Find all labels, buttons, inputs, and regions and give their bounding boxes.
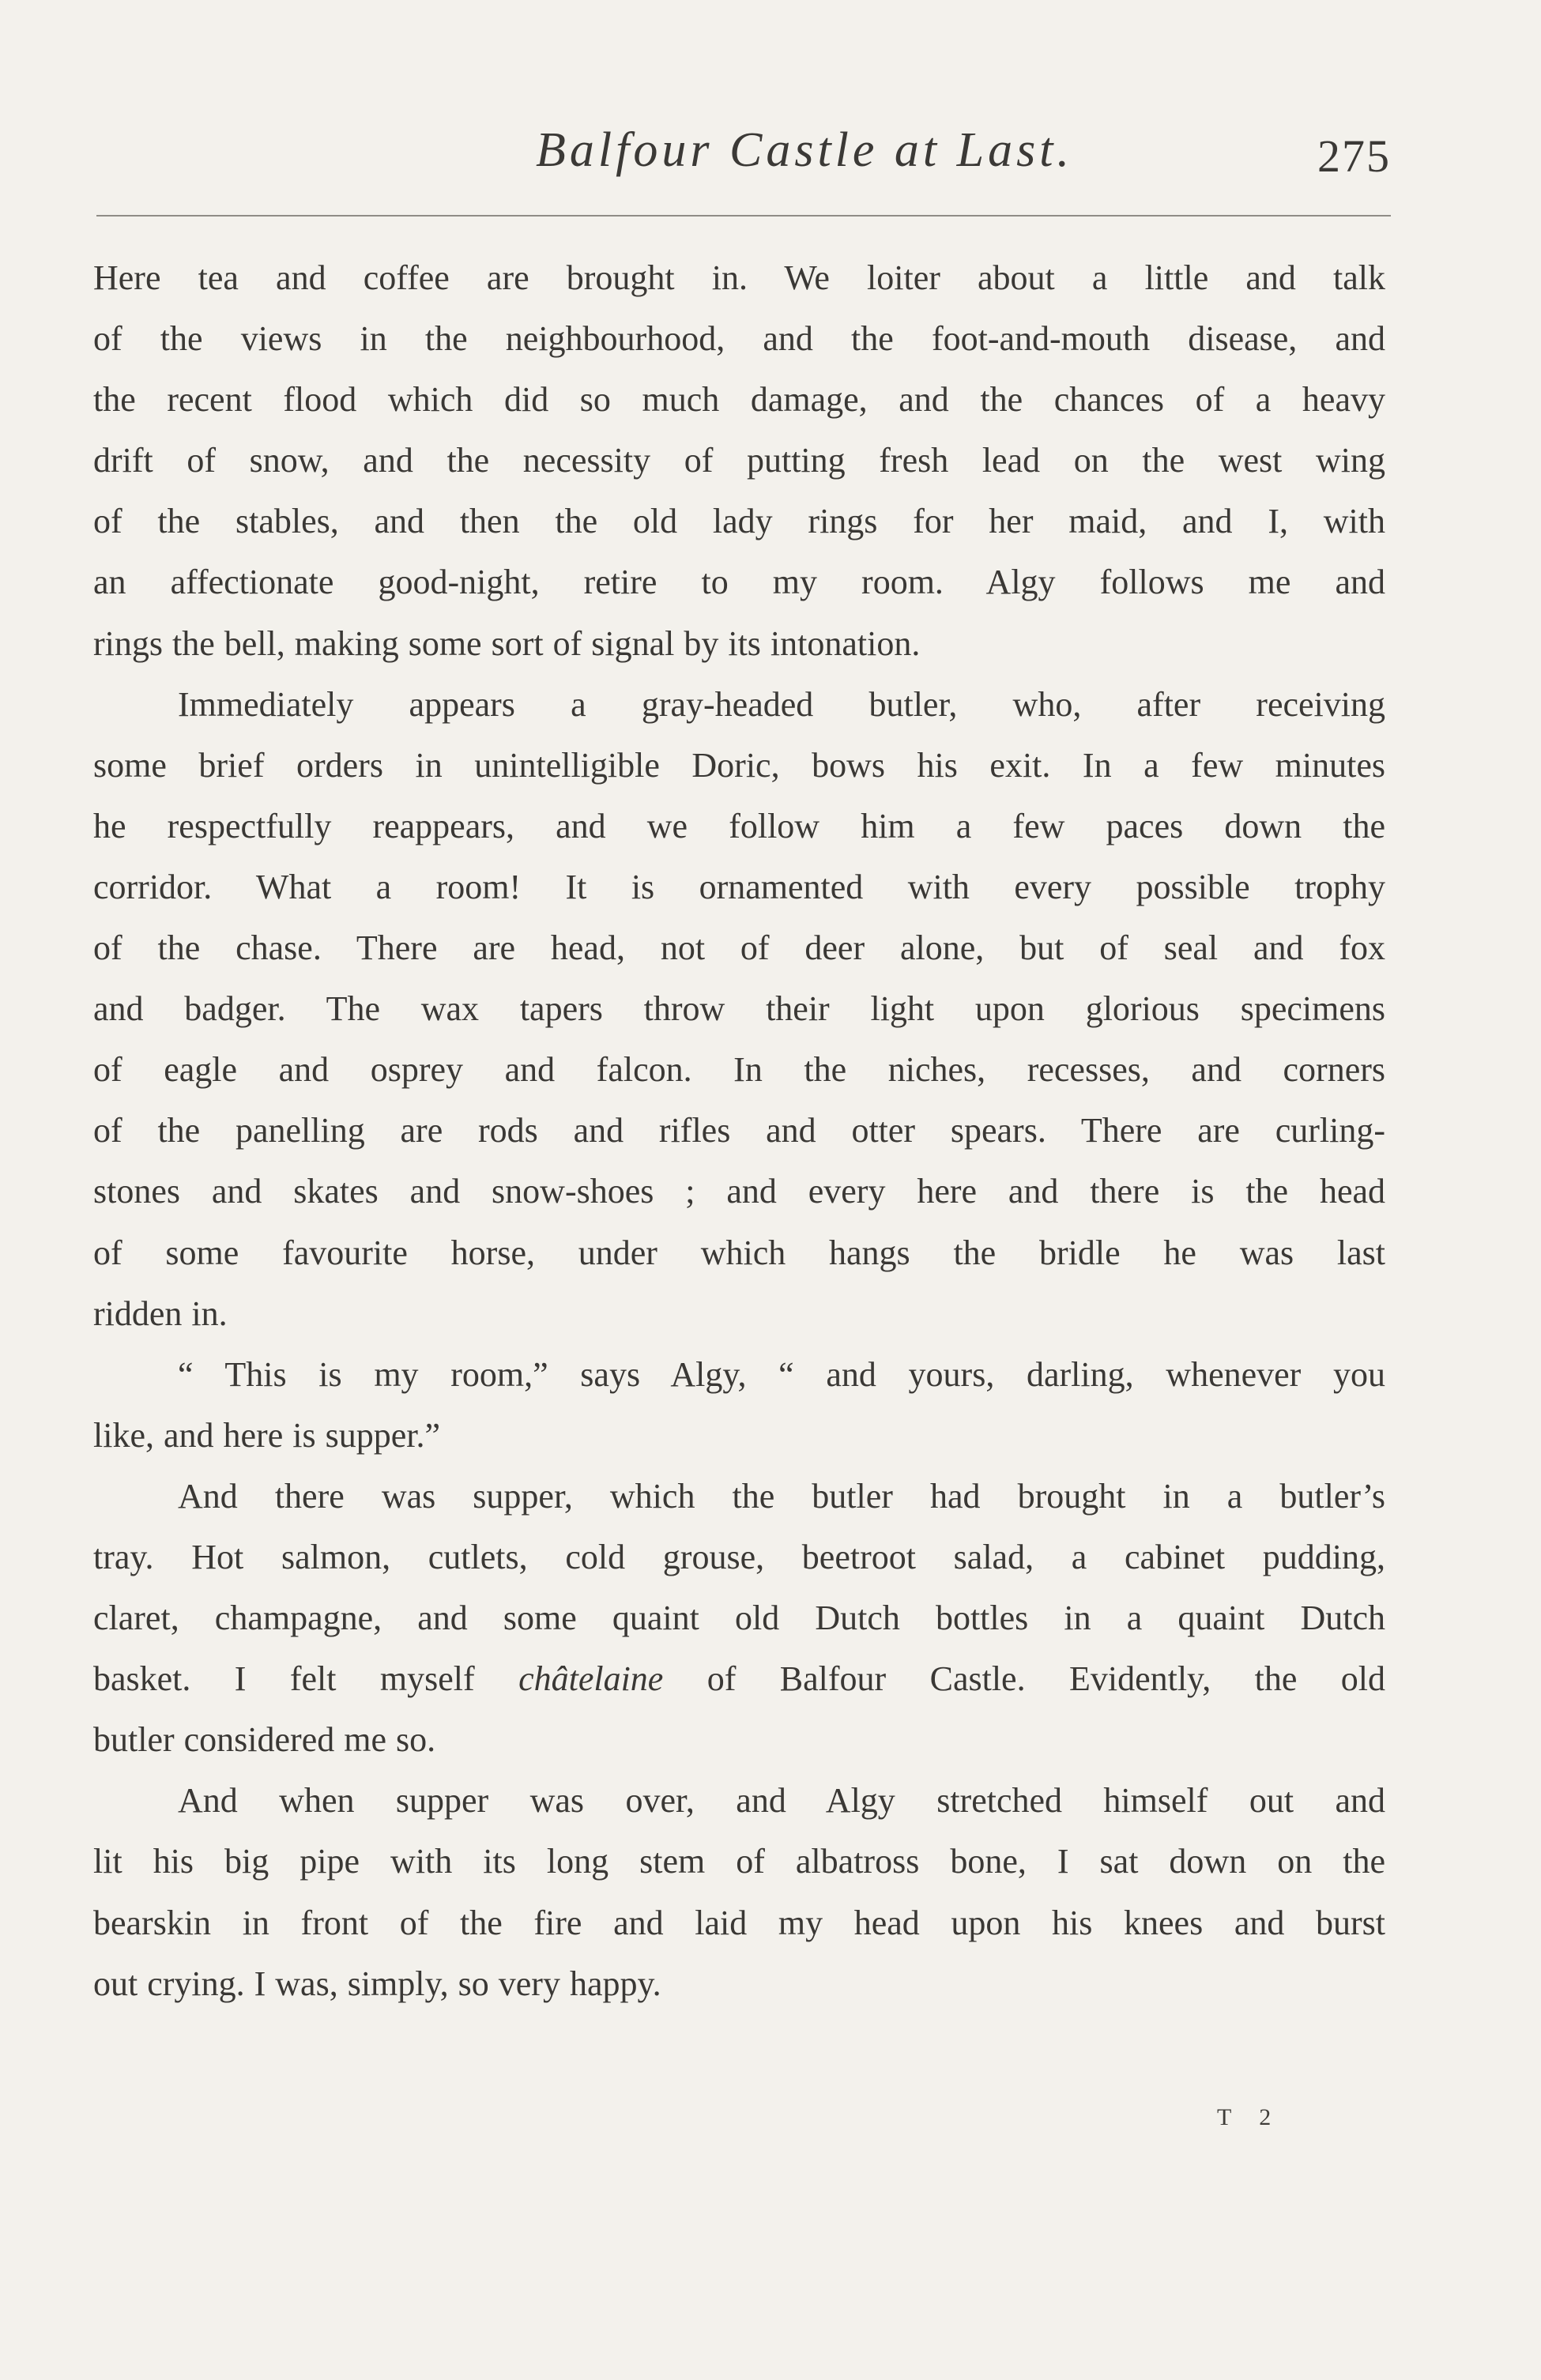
running-head	[93, 119, 1391, 198]
running-title: Balfour Castle at Last.	[536, 123, 1073, 177]
body-text	[93, 247, 1385, 2014]
header-rule	[96, 215, 1391, 217]
text-line: lit his big pipe with its long stem of albatross bone, I sat down on the	[93, 1842, 1385, 1881]
text-line: And when supper was over, and Algy stretched himself out and	[178, 1781, 1385, 1821]
text-line: he respectfully reappears, and we follow him a few paces down the	[93, 806, 1385, 845]
text-line: “ This is my room,” says Algy, “ and yours, darling, whenever you	[178, 1354, 1385, 1394]
text-line: butler considered me so.	[93, 1720, 436, 1760]
text-line: bearskin in front of the fire and laid my head upon his knees and burst	[93, 1903, 1385, 1942]
italic-word: châtelaine	[518, 1659, 664, 1699]
text-segment: of Balfour Castle. Evidently, the old	[706, 1659, 1385, 1699]
text-line: of some favourite horse, under which hangs the bridle he was last	[93, 1233, 1385, 1272]
page-number: 275	[1317, 130, 1391, 182]
text-line: of the stables, and then the old lady rings for her maid, and I, with	[93, 502, 1385, 541]
text-line: drift of snow, and the necessity of putting fresh lead on the west wing	[93, 441, 1385, 480]
signature-mark: T 2	[1217, 2104, 1283, 2130]
text-line-mixed	[93, 1648, 1385, 1709]
text-line: ridden in.	[93, 1294, 228, 1333]
text-line: of the panelling are rods and rifles and otter spears. There are curling-	[93, 1111, 1385, 1150]
text-line: like, and here is supper.”	[93, 1415, 440, 1455]
text-line: claret, champagne, and some quaint old Dutch bottles in a quaint Dutch	[93, 1599, 1385, 1638]
text-line: the recent flood which did so much damage, and the chances of a heavy	[93, 380, 1385, 420]
text-line: of the chase. There are head, not of deer alone, but of seal and fox	[93, 928, 1385, 968]
text-line: of eagle and osprey and falcon. In the niches, recesses, and corners	[93, 1050, 1385, 1090]
text-line: out crying. I was, simply, so very happy.	[93, 1964, 661, 2003]
text-line: And there was supper, which the butler had brought in a butler’s	[178, 1476, 1385, 1516]
text-line: Immediately appears a gray-headed butler, who, after receiving	[178, 684, 1385, 724]
text-segment: basket. I felt myself	[93, 1659, 475, 1699]
text-line: and badger. The wax tapers throw their light upon glorious specimens	[93, 989, 1385, 1029]
text-line: tray. Hot salmon, cutlets, cold grouse, beetroot salad, a cabinet pudding,	[93, 1537, 1385, 1576]
text-line: stones and skates and snow-shoes ; and every here and there is the head	[93, 1172, 1385, 1211]
text-line: some brief orders in unintelligible Doric, bows his exit. In a few minutes	[93, 745, 1385, 785]
text-line: an affectionate good-night, retire to my room. Algy follows me and	[93, 563, 1385, 602]
text-line: Here tea and coffee are brought in. We loiter about a little and talk	[93, 258, 1385, 297]
text-line: corridor. What a room! It is ornamented with every possible trophy	[93, 867, 1385, 906]
text-line: rings the bell, making some sort of signal by its intonation.	[93, 623, 921, 663]
text-line: of the views in the neighbourhood, and the foot-and-mouth disease, and	[93, 319, 1385, 359]
